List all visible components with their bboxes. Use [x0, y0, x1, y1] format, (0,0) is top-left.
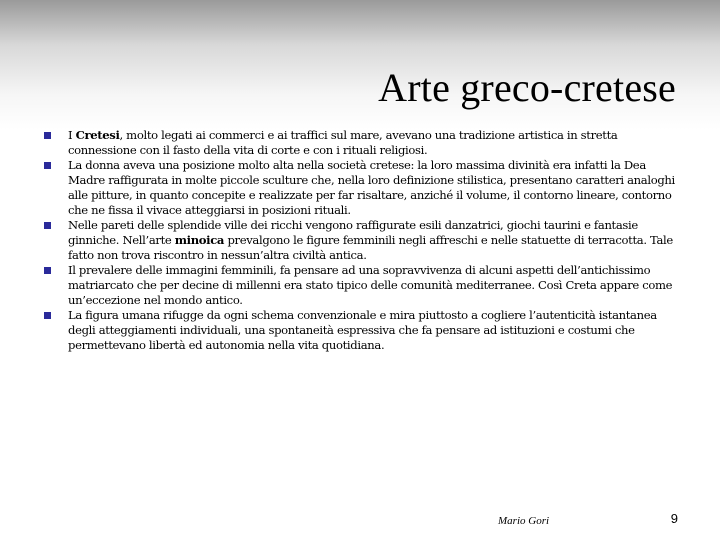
bullet-item-matriarcato	[44, 263, 684, 308]
bullet-text-pre: I	[68, 128, 76, 142]
bullet-text-bold: minoica	[174, 233, 225, 247]
bullet-item-figura-umana	[44, 308, 684, 353]
bullet-text: Il prevalere delle immagini femminili, fa pensare ad una sopravvivenza di alcuni aspetti dell’antichissimo matriarcato che per decine di millenni era stato tipico delle comunità mediterranee. Così Creta appare come un’eccezione nel mondo antico.	[68, 263, 673, 307]
square-bullet-icon	[44, 132, 51, 139]
square-bullet-icon	[44, 312, 51, 319]
square-bullet-icon	[44, 222, 51, 229]
square-bullet-icon	[44, 267, 51, 274]
page-number: 9	[670, 511, 678, 526]
bullet-text: La donna aveva una posizione molto alta nella società cretese: la loro massima divinità era infatti la Dea Madre raffigurata in molte piccole sculture che, nella loro definizione stilistica, presentano caratteri analoghi alle pitture, in quanto concepite e realizzate per far risaltare, anziché il volume, il contorno lineare, contorno che ne fissa il vivace atteggiarsi in posizioni rituali.	[68, 158, 675, 217]
bullet-text-post: , molto legati ai commerci e ai traffici sul mare, avevano una tradizione artistica in stretta connessione con il fasto della vita di corte e con i rituali religiosi.	[68, 128, 618, 157]
footer-author: Mario Gori	[498, 515, 550, 527]
bullet-text-post: prevalgono le figure femminili negli affreschi e nelle statuette di terracotta. Tale fatto non trova riscontro in nessun’altra civiltà antica.	[68, 233, 673, 262]
bullet-text: La figura umana rifugge da ogni schema convenzionale e mira piuttosto a cogliere l’autenticità istantanea degli atteggiamenti individuali, una spontaneità espressiva che fa pensare ad istituzioni e costumi che permettevano libertà ed autonomia nella vita quotidiana.	[68, 308, 657, 352]
bullet-list	[44, 128, 684, 353]
square-bullet-icon	[44, 162, 51, 169]
bullet-item-dea-madre	[44, 158, 684, 218]
bullet-text-bold: Cretesi	[75, 128, 120, 142]
slide-title: Arte greco-cretese	[378, 65, 676, 110]
bullet-item-cretesi	[44, 128, 684, 158]
bullet-text-pre: Nelle pareti delle splendide ville dei ricchi vengono raffigurate esili danzatrici, giochi taurini e fantasie ginniche. Nell’arte	[68, 218, 638, 247]
bullet-item-minoica	[44, 218, 684, 263]
